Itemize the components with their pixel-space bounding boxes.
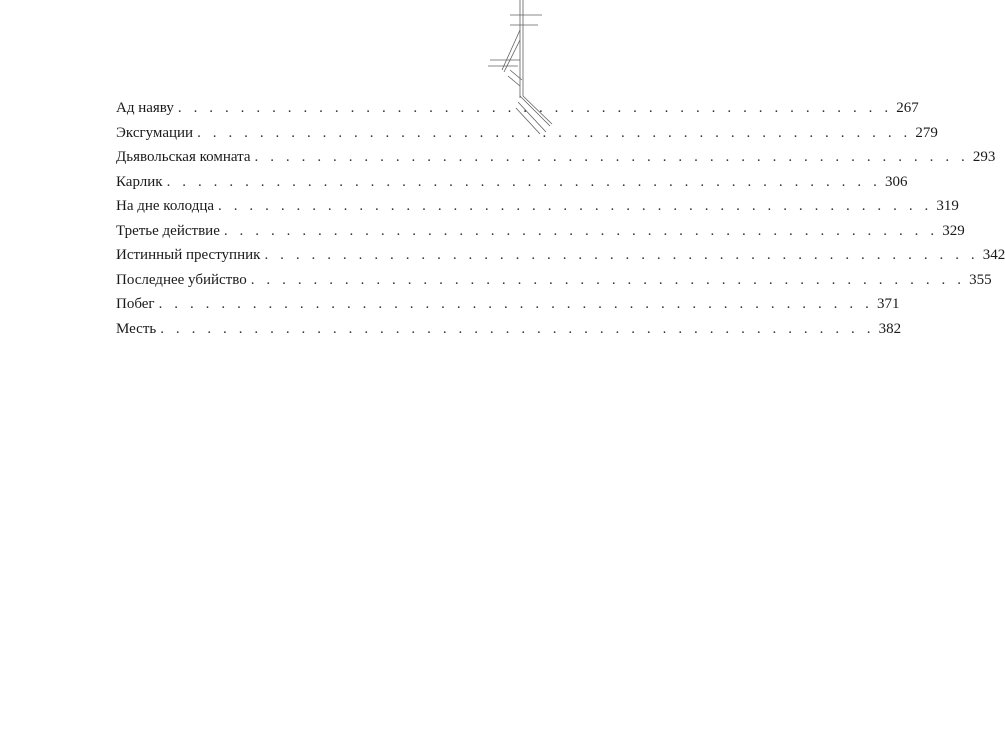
- toc-entry[interactable]: [116, 96, 919, 121]
- toc-dot-leader: . . . . . . . . . . . . . . . . . . . . . . . . . . . . . . . . . . . . . . . . . . . . . .: [158, 296, 873, 312]
- toc-entry[interactable]: [116, 121, 938, 146]
- toc-entry-title: Эксгумации: [116, 124, 194, 141]
- table-of-contents: [116, 96, 1005, 341]
- toc-entry-title: Последнее убийство: [116, 271, 247, 288]
- toc-entry-page: 279: [915, 124, 938, 141]
- toc-entry-page: 267: [896, 100, 919, 116]
- toc-entry[interactable]: [116, 268, 992, 293]
- toc-entry-page: 319: [936, 198, 959, 214]
- toc-dot-leader: . . . . . . . . . . . . . . . . . . . . . . . . . . . . . . . . . . . . . . . . . . . . . .: [160, 320, 875, 337]
- toc-dot-leader: . . . . . . . . . . . . . . . . . . . . . . . . . . . . . . . . . . . . . . . . . . . . . .: [218, 198, 933, 214]
- toc-entry[interactable]: [116, 145, 996, 170]
- toc-dot-leader: . . . . . . . . . . . . . . . . . . . . . . . . . . . . . . . . . . . . . . . . . . . . . .: [264, 247, 979, 263]
- toc-dot-leader: . . . . . . . . . . . . . . . . . . . . . . . . . . . . . . . . . . . . . . . . . . . . . .: [254, 149, 969, 165]
- toc-entry[interactable]: [116, 219, 965, 244]
- toc-entry-title: Ад наяву: [116, 100, 174, 116]
- toc-dot-leader: . . . . . . . . . . . . . . . . . . . . . . . . . . . . . . . . . . . . . . . . . . . . . .: [223, 222, 939, 239]
- toc-entry-page: 371: [876, 296, 900, 312]
- toc-entry[interactable]: [116, 317, 902, 342]
- toc-entry[interactable]: [116, 292, 900, 317]
- toc-dot-leader: . . . . . . . . . . . . . . . . . . . . . . . . . . . . . . . . . . . . . . . . . . . . . .: [166, 173, 881, 190]
- toc-dot-leader: . . . . . . . . . . . . . . . . . . . . . . . . . . . . . . . . . . . . . . . . . . . . . .: [250, 271, 966, 288]
- toc-dot-leader: . . . . . . . . . . . . . . . . . . . . . . . . . . . . . . . . . . . . . . . . . . . . . .: [197, 124, 912, 141]
- toc-dot-leader: . . . . . . . . . . . . . . . . . . . . . . . . . . . . . . . . . . . . . . . . . . . . . .: [177, 100, 893, 116]
- toc-entry-title: Побег: [116, 296, 155, 312]
- toc-entry-page: 293: [972, 149, 996, 165]
- toc-entry[interactable]: [116, 194, 959, 219]
- toc-entry-page: 329: [942, 222, 965, 239]
- toc-entry-title: На дне колодца: [116, 198, 215, 214]
- toc-entry-title: Дьявольская комната: [116, 149, 251, 165]
- toc-entry-page: 306: [884, 173, 908, 190]
- toc-entry-title: Карлик: [116, 173, 163, 190]
- toc-entry-title: Третье действие: [116, 222, 220, 239]
- toc-entry[interactable]: [116, 243, 1005, 268]
- toc-entry-title: Истинный преступник: [116, 247, 261, 263]
- toc-entry-page: 355: [969, 271, 992, 288]
- toc-entry-page: 382: [878, 320, 902, 337]
- toc-entry-page: 342: [982, 247, 1005, 263]
- toc-entry-title: Месть: [116, 320, 157, 337]
- toc-entry[interactable]: [116, 170, 908, 195]
